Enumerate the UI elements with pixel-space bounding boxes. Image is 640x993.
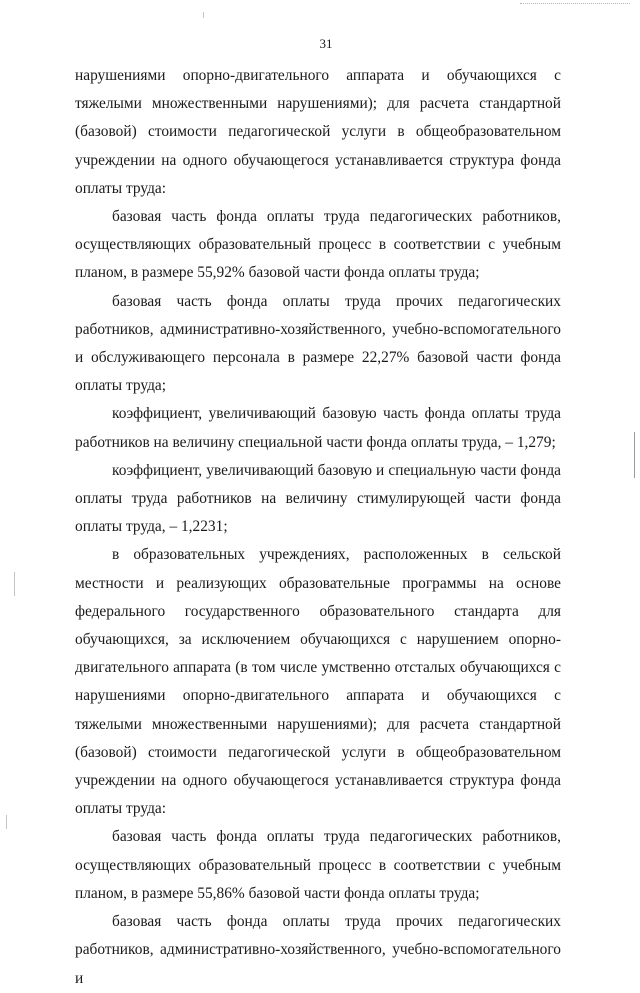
document-body	[75, 62, 561, 993]
paragraph: нарушениями опорно-двигательного аппарата и обучающихся с тяжелыми множественными нарушениями); для расчета стандартной (базовой) стоимости педагогической услуги в общеобразовательном учреждении на одного обучающегося устанавливается структура фонда оплаты труда:	[75, 67, 561, 197]
paragraph: коэффициент, увеличивающий базовую и специальную части фонда оплаты труда работников на величину стимулирующей части фонда оплаты труда, – 1,2231;	[75, 461, 561, 536]
paragraph: базовая часть фонда оплаты труда прочих педагогических работников, административно-хозяйственного, учебно-вспомогательного и	[75, 913, 561, 987]
scan-edge-mark	[6, 815, 7, 829]
paragraph: в образовательных учреждениях, расположенных в сельской местности и реализующих образовательные программы на основе федерального государственного образовательного стандарта для обучающихся, за исключением обучающихся с нарушением опорно-двигательного аппарата (в том числе умственно отсталых обучающихся с нарушениями опорно-двигательного аппарата и обучающихся с тяжелыми множественными нарушениями); для расчета стандартной (базовой) стоимости педагогической услуги в общеобразовательном учреждении на одного обучающегося устанавливается структура фонда оплаты труда:	[75, 546, 561, 818]
page-number: 31	[319, 36, 333, 51]
scan-edge-mark	[634, 432, 635, 478]
paragraph: базовая часть фонда оплаты труда педагогических работников, осуществляющих образовательный процесс в соответствии с учебным планом, в размере 55,86% базовой части фонда оплаты труда;	[75, 828, 561, 902]
paragraph: базовая часть фонда оплаты труда прочих педагогических работников, административно-хозяйственного, учебно-вспомогательного и обслуживающего персонала в размере 22,27% базовой части фонда оплаты труда;	[75, 292, 561, 395]
paragraph: коэффициент, увеличивающий базовую часть фонда оплаты труда работников на величину специальной части фонда оплаты труда, – 1,279;	[75, 405, 561, 451]
scan-edge-mark	[14, 572, 15, 596]
scan-edge-mark	[520, 3, 630, 6]
scan-edge-mark	[203, 12, 204, 18]
paragraph: базовая часть фонда оплаты труда педагогических работников, осуществляющих образовательный процесс в соответствии с учебным планом, в размере 55,92% базовой части фонда оплаты труда;	[75, 208, 561, 282]
